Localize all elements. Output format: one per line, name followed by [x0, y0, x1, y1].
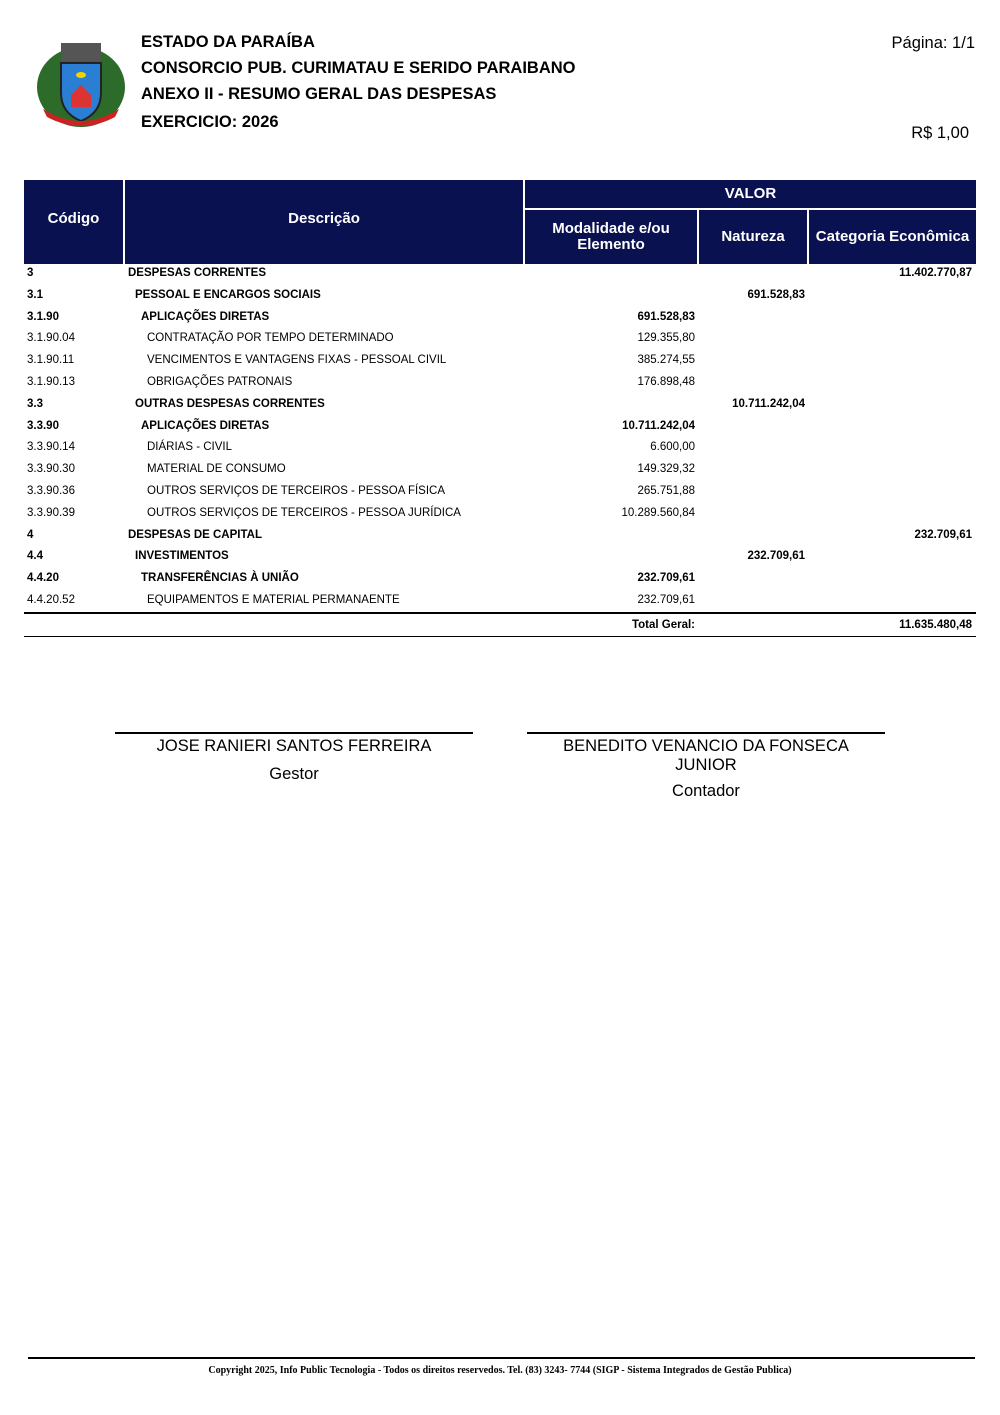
- row-description: OUTROS SERVIÇOS DE TERCEIROS - PESSOA JURÍDICA: [147, 506, 461, 519]
- table-row: [24, 374, 976, 394]
- header-description: Descrição: [125, 180, 523, 264]
- row-value-category: 232.709,61: [914, 528, 972, 541]
- table-row: [24, 527, 976, 547]
- table-row: [24, 396, 976, 416]
- row-description: OUTRAS DESPESAS CORRENTES: [135, 397, 325, 410]
- row-code: 3.1.90.13: [27, 376, 75, 388]
- total-value: 11.635.480,48: [899, 619, 972, 631]
- header-code: Código: [24, 180, 123, 264]
- row-description: INVESTIMENTOS: [135, 550, 229, 563]
- table-row: [24, 483, 976, 503]
- row-code: 3.3.90.30: [27, 463, 75, 476]
- header-category: Categoria Econômica: [809, 210, 976, 264]
- row-description: OBRIGAÇÕES PATRONAIS: [147, 376, 293, 388]
- row-code: 3.3.90.39: [27, 506, 75, 519]
- table-row: [24, 505, 976, 525]
- row-description: DESPESAS CORRENTES: [128, 267, 267, 279]
- row-description: TRANSFERÊNCIAS À UNIÃO: [141, 572, 299, 585]
- row-code: 3.1.90: [27, 310, 59, 323]
- table-row: [24, 461, 976, 481]
- table-row: [24, 265, 976, 285]
- row-value-modality: 10.289.560,84: [621, 506, 695, 519]
- table-row: [24, 548, 976, 568]
- table-row: [24, 570, 976, 590]
- header-modality: Modalidade e/ou Elemento: [525, 210, 697, 264]
- table-row: [24, 592, 976, 612]
- exercise-title: EXERCICIO: 2026: [141, 113, 279, 131]
- row-value-modality: 385.274,55: [637, 354, 695, 367]
- state-title: ESTADO DA PARAÍBA: [141, 33, 315, 51]
- row-value-modality: 10.711.242,04: [622, 419, 695, 432]
- row-value-modality: 6.600,00: [650, 441, 695, 454]
- header-value: VALOR: [525, 180, 976, 208]
- row-value-modality: 129.355,80: [637, 332, 695, 345]
- row-code: 4.4: [27, 550, 43, 563]
- footer-divider: [28, 1357, 975, 1359]
- table-row: [24, 439, 976, 459]
- row-code: 4.4.20: [27, 572, 59, 585]
- row-description: VENCIMENTOS E VANTAGENS FIXAS - PESSOAL CIVIL: [147, 354, 447, 367]
- page-number: Página: 1/1: [891, 34, 975, 52]
- row-value-category: 11.402.770,87: [899, 267, 972, 279]
- row-description: APLICAÇÕES DIRETAS: [141, 310, 270, 323]
- signature-name: BENEDITO VENANCIO DA FONSECA JUNIOR: [563, 737, 849, 774]
- total-label: Total Geral:: [631, 619, 695, 631]
- row-description: CONTRATAÇÃO POR TEMPO DETERMINADO: [147, 332, 394, 345]
- row-description: APLICAÇÕES DIRETAS: [141, 419, 270, 432]
- row-code: 3.1: [27, 288, 43, 301]
- row-code: 3.3.90: [27, 419, 59, 432]
- row-code: 3.1.90.11: [27, 354, 75, 367]
- signature-role: Contador: [672, 782, 740, 800]
- logo-icon: [33, 35, 129, 131]
- row-description: OUTROS SERVIÇOS DE TERCEIROS - PESSOA FÍSICA: [147, 485, 446, 497]
- row-code: 4.4.20.52: [27, 594, 75, 606]
- row-code: 3.1.90.04: [27, 332, 75, 345]
- divider: [24, 612, 976, 614]
- row-code: 3.3.90.36: [27, 485, 75, 497]
- table-row: [24, 330, 976, 350]
- row-description: DESPESAS DE CAPITAL: [128, 528, 262, 541]
- row-description: PESSOAL E ENCARGOS SOCIAIS: [135, 288, 321, 301]
- row-value-modality: 149.329,32: [637, 463, 695, 476]
- signature-gestor: [115, 732, 473, 784]
- row-code: 4: [27, 528, 34, 541]
- header-nature: Natureza: [699, 210, 807, 264]
- row-description: EQUIPAMENTOS E MATERIAL PERMANAENTE: [147, 594, 400, 606]
- row-description: MATERIAL DE CONSUMO: [147, 463, 286, 476]
- row-code: 3.3: [27, 397, 43, 410]
- currency-unit: R$ 1,00: [911, 124, 969, 142]
- signature-role: Gestor: [269, 765, 319, 783]
- row-description: DIÁRIAS - CIVIL: [147, 441, 232, 454]
- row-value-nature: 691.528,83: [747, 288, 805, 301]
- footer-copyright: Copyright 2025, Info Public Tecnologia - Todos os direitos reservedos. Tel. (83) 3243- 7744 (SIGP - Sistema Integrados de Gestão Publica): [208, 1365, 792, 1376]
- row-code: 3: [27, 267, 34, 279]
- table-row: [24, 287, 976, 307]
- signature-name: JOSE RANIERI SANTOS FERREIRA: [156, 737, 432, 755]
- signature-contador: [527, 732, 885, 801]
- row-value-modality: 176.898,48: [637, 376, 695, 388]
- annex-title: ANEXO II - RESUMO GERAL DAS DESPESAS: [141, 85, 497, 103]
- row-code: 3.3.90.14: [27, 441, 75, 454]
- row-value-modality: 232.709,61: [637, 572, 695, 585]
- row-value-nature: 10.711.242,04: [732, 397, 805, 410]
- table-row: [24, 309, 976, 329]
- table-row: [24, 418, 976, 438]
- table-row: [24, 352, 976, 372]
- row-value-nature: 232.709,61: [747, 550, 805, 563]
- divider: [24, 636, 976, 637]
- entity-title: CONSORCIO PUB. CURIMATAU E SERIDO PARAIBANO: [141, 59, 576, 77]
- row-value-modality: 265.751,88: [637, 485, 695, 497]
- row-value-modality: 232.709,61: [637, 594, 695, 606]
- row-value-modality: 691.528,83: [637, 310, 695, 323]
